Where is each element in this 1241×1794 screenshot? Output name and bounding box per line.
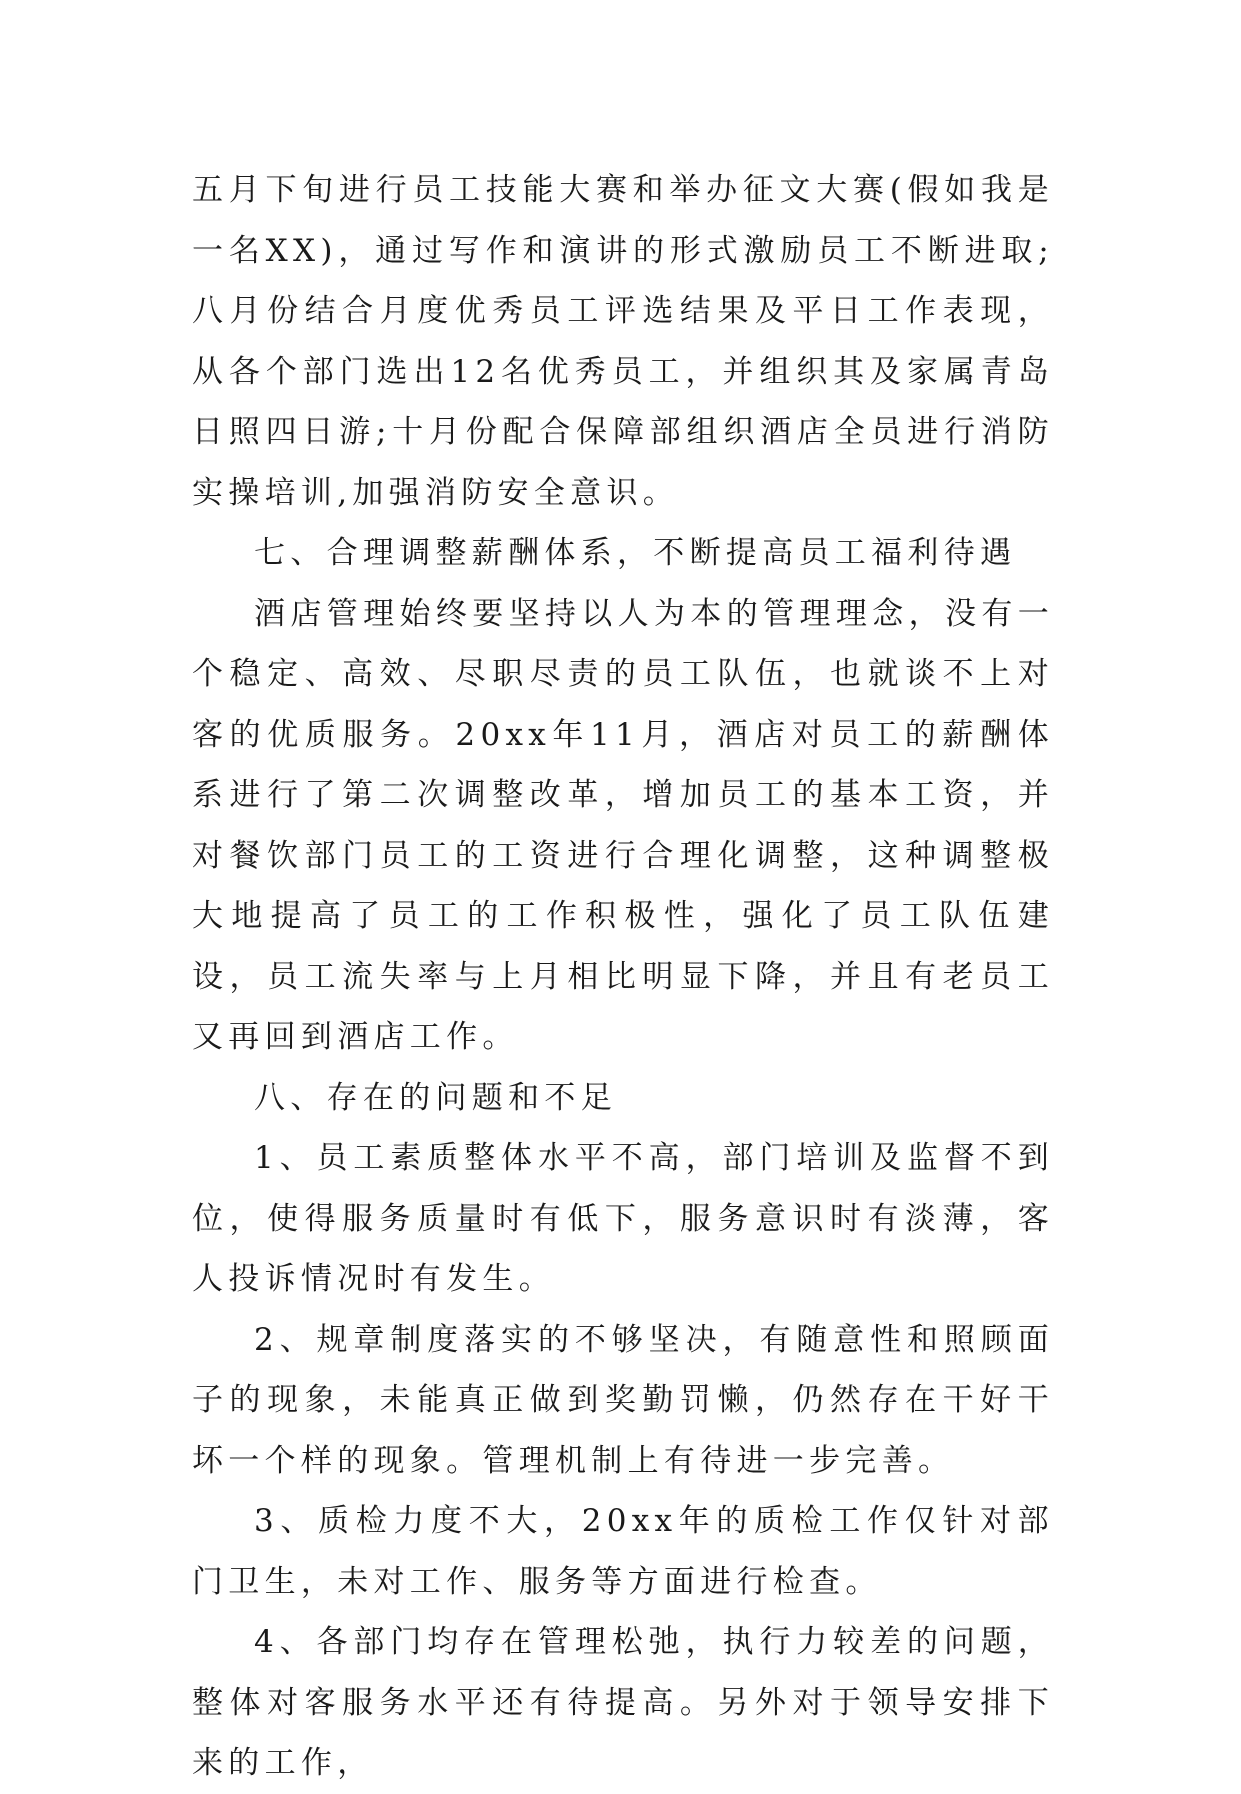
paragraph-issue-2: 2、规章制度落实的不够坚决，有随意性和照顾面子的现象，未能真正做到奖勤罚懒，仍然存在干好干坏一个样的现象。管理机制上有待进一步完善。 bbox=[192, 1321, 1054, 1479]
document-body bbox=[192, 160, 1054, 1794]
paragraph-salary-adjustment: 酒店管理始终要坚持以人为本的管理理念，没有一个稳定、高效、尽职尽责的员工队伍，也就谈不上对客的优质服务。20xx年11月，酒店对员工的薪酬体系进行了第二次调整改革，增加员工的基本工资，并对餐饮部门员工的工资进行合理化调整，这种调整极大地提高了员工的工作积极性，强化了员工队伍建设，员工流失率与上月相比明显下降，并且有老员工又再回到酒店工作。 bbox=[192, 595, 1054, 1055]
heading-section-seven: 七、合理调整薪酬体系，不断提高员工福利待遇 bbox=[254, 535, 1017, 571]
paragraph-issue-1: 1、员工素质整体水平不高，部门培训及监督不到位，使得服务质量时有低下，服务意识时有淡薄，客人投诉情况时有发生。 bbox=[192, 1140, 1054, 1297]
heading-section-eight: 八、存在的问题和不足 bbox=[254, 1079, 617, 1116]
paragraph-continued-activities: 五月下旬进行员工技能大赛和举办征文大赛(假如我是一名XX)，通过写作和演讲的形式激励员工不断进取;八月份结合月度优秀员工评选结果及平日工作表现，从各个部门选出12名优秀员工，并组织其及家属青岛日照四日游;十月份配合保障部组织酒店全员进行消防实操培训,加强消防安全意识。 bbox=[192, 172, 1054, 511]
paragraph-issue-4: 4、各部门均存在管理松弛，执行力较差的问题，整体对客服务水平还有待提高。另外对于领导安排下来的工作， bbox=[192, 1624, 1054, 1781]
paragraph-issue-3: 3、质检力度不大，20xx年的质检工作仅针对部门卫生，未对工作、服务等方面进行检查。 bbox=[192, 1503, 1054, 1600]
